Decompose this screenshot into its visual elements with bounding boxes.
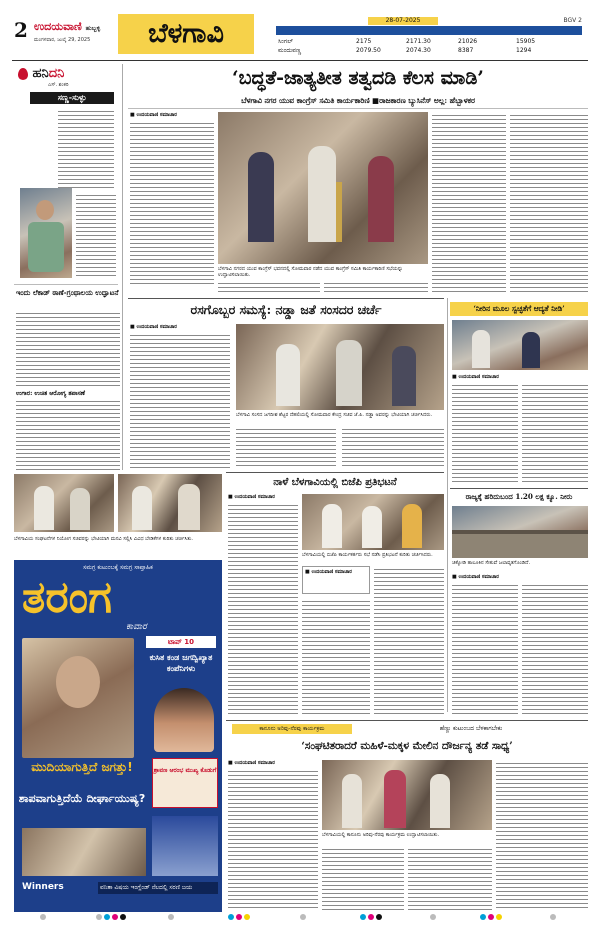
photo-person bbox=[342, 774, 362, 828]
bottom-col-4 bbox=[496, 760, 588, 910]
reg-dot bbox=[120, 914, 126, 920]
reg-dot bbox=[360, 914, 366, 920]
photo-person bbox=[308, 146, 336, 242]
fertilizer-col-3 bbox=[342, 426, 444, 468]
photo-lamp bbox=[336, 182, 342, 242]
photo-person bbox=[362, 506, 382, 548]
photo-person bbox=[336, 340, 362, 406]
reg-dot bbox=[236, 914, 242, 920]
main-bottom-rule bbox=[128, 298, 444, 299]
masthead-rule bbox=[12, 60, 588, 61]
photo-person bbox=[276, 344, 300, 406]
photo-person bbox=[392, 346, 416, 406]
reg-dot bbox=[244, 914, 250, 920]
ad-headline-2: ಶಾಪವಾಗುತ್ತಿದೆಯೆ ದೀರ್ಘಾಯುಷ್ಯ? bbox=[18, 792, 146, 805]
bjp-photo-caption: ಬೆಳಗಾವಿಯಲ್ಲಿ ಬಿಜೆಪಿ ಕಾರ್ಯಕರ್ತರು ಸಭೆ ನಡೆಸಿ ಪ್ರತಿಭಟನೆ ಕುರಿತು ಚರ್ಚಿಸಿದರು. bbox=[302, 552, 433, 558]
photo-person bbox=[132, 486, 152, 530]
water-byline: ■ ಉದಯವಾಣಿ ಸಮಾಚಾರ bbox=[452, 574, 499, 580]
left-story-text bbox=[16, 310, 120, 388]
market-cell: ಸಿಂಗಲ್ bbox=[278, 38, 293, 45]
left-story-subhead: ಉಗಾರ: ಉಚಿತ ಆರೋಗ್ಯ ತಪಾಸಣೆ bbox=[16, 390, 86, 397]
print-registration-marks bbox=[0, 914, 600, 926]
river-photo bbox=[452, 320, 588, 370]
ad-logo-sub: ಕಾವಾರ bbox=[126, 622, 147, 632]
market-table bbox=[258, 17, 582, 57]
market-cell: ಮಂದುವಣ್ಣ bbox=[278, 47, 302, 54]
bridge bbox=[452, 530, 588, 534]
bjp-photo bbox=[302, 494, 444, 550]
reg-dot bbox=[430, 914, 436, 920]
ad-side-box bbox=[152, 758, 218, 808]
photo-person bbox=[430, 774, 450, 828]
bottom-kicker-right: ಹೆಣ್ಣು ಕುಟುಂಬದ ಬೆಳಕಾಗಬೇಕು bbox=[439, 725, 503, 732]
main-col-1 bbox=[130, 120, 214, 286]
market-cell: 1294 bbox=[516, 47, 532, 54]
bjp-col-1 bbox=[228, 502, 298, 716]
water-col-2 bbox=[522, 582, 588, 716]
river-headline: ‘ನೀರಿನ ಮೂಲ ಸ್ವಚ್ಛತೆಗೆ ಆದ್ಯತೆ ನೀಡಿ’ bbox=[450, 302, 588, 316]
photo-person bbox=[472, 330, 490, 368]
ad-headline-1: ಮುದಿಯಾಗುತ್ತಿದೆ ಜಗತ್ತು! bbox=[31, 760, 133, 774]
river-byline: ■ ಉದಯವಾಣಿ ಸಮಾಚಾರ bbox=[452, 374, 499, 380]
elderly-face bbox=[56, 656, 100, 708]
photo-person bbox=[34, 486, 54, 530]
photo-person bbox=[368, 156, 394, 242]
strip-photo-caption: ಬೆಳಗಾವಿಯ ಸಂಘಟನೆಗಳ ನಿಯೋಗ ಸಚಿವರನ್ನು ಭೇಟಿಯಾಗಿ ಮನವಿ ಸಲ್ಲಿಸಿ ವಿವಿಧ ಬೇಡಿಕೆಗಳ ಕುರಿತು ಚರ್ಚಿಸಿತು. bbox=[14, 536, 193, 542]
fertilizer-photo-caption: ಬೆಳಗಾವಿ ಸಂಸದ ಜಗದೀಶ ಶೆಟ್ಟರ ದೆಹಲಿಯಲ್ಲಿ ಸೋಮವಾರ ಕೇಂದ್ರ ಸಚಿವ ಜೆ.ಪಿ. ನಡ್ಡಾ ಅವರನ್ನು ಭೇಟಿಯಾಗಿ ಚರ್ಚಿಸಿದರು. bbox=[236, 412, 433, 418]
ad-logo: ತರಂಗ bbox=[22, 572, 112, 623]
ad-cover-photo bbox=[22, 638, 134, 758]
bottom-byline: ■ ಉದಯವಾಣಿ ಸಮಾಚಾರ bbox=[228, 760, 275, 766]
bottom-col-1 bbox=[228, 768, 318, 910]
water-headline: ರಾಜ್ಯಕ್ಕೆ ಹರಿದುಬಂದ 1.20 ಲಕ್ಷ ಕ್ಯೂ. ನೀರು bbox=[465, 492, 573, 501]
reg-dot bbox=[96, 914, 102, 920]
ad-top-badge: ಟಾಪ್ 10 bbox=[146, 636, 216, 648]
strip-photo-2 bbox=[118, 474, 222, 532]
paper-name-text: ಉದಯವಾಣಿ bbox=[34, 20, 82, 33]
child-head bbox=[36, 200, 54, 220]
hanidani-text bbox=[58, 108, 114, 188]
main-byline: ■ ಉದಯವಾಣಿ ಸಮಾಚಾರ bbox=[130, 112, 177, 118]
ad-team-photo bbox=[152, 816, 218, 876]
bjp-top-rule bbox=[226, 472, 444, 473]
reg-dot bbox=[550, 914, 556, 920]
paper-name bbox=[34, 20, 100, 34]
strip-photo-1 bbox=[14, 474, 114, 532]
photo-person bbox=[322, 504, 342, 548]
fertilizer-photo bbox=[236, 324, 444, 410]
ad-elder-photo bbox=[22, 828, 146, 876]
child-body bbox=[28, 222, 64, 272]
left-story-headline: ಇಂದು ಲೆಕಾಡ್ ಠಾಣೆ-ಗ್ರಂಥಾಲಯ ಉದ್ಘಾಟನೆ bbox=[16, 288, 119, 297]
water-top-rule bbox=[450, 488, 588, 489]
main-subhead: ಬೆಳಗಾವಿ ನಗರ ಯುವ ಕಾಂಗ್ರೆಸ್ ಸಮಿತಿ ಕಾರ್ಯಕಾರಿಣಿ ■ರಾಜಕಾರಣ ಬ್ಯುಸಿನೆಸ್ ಅಲ್ಲ: ಹೆಬ್ಬಾಳಕರ bbox=[241, 96, 475, 105]
ad-top-text: ಕುಸಿತ ಕಂಡ ಜಗದ್ವಿಖ್ಯಾತ ಕಂಪೆನಿಗಳು bbox=[149, 653, 213, 673]
reg-dot bbox=[488, 914, 494, 920]
bjp-col-2 bbox=[302, 598, 370, 716]
logo-drop-icon bbox=[18, 68, 28, 80]
dateline: ಮಂಗಳವಾರ, ಜುಲೈ 29, 2025 bbox=[34, 37, 91, 43]
col-divider-left bbox=[122, 64, 123, 470]
market-header-bar bbox=[276, 26, 582, 35]
bottom-headline: ‘ಸಂಘಟಿತರಾದರೆ ಮಹಿಳೆ-ಮಕ್ಕಳ ಮೇಲಿನ ದೌರ್ಜನ್ಯ ತಡೆ ಸಾಧ್ಯ’ bbox=[301, 740, 513, 752]
hanidani-author: ಎಸ್. ಶಂಕರಿ bbox=[48, 82, 69, 88]
river-col-1 bbox=[452, 382, 518, 482]
paper-name-suffix: ಹುಬ್ಬಳ್ಳಿ bbox=[85, 25, 101, 32]
taranga-ad[interactable] bbox=[14, 560, 222, 912]
photo-person bbox=[402, 504, 422, 548]
reg-dot bbox=[368, 914, 374, 920]
reg-dot bbox=[480, 914, 486, 920]
main-col-5 bbox=[510, 112, 588, 294]
water-photo-caption: ಚಿಕ್ಕೋಡಿ ತಾಲೂಕಿನ ಸೇತುವೆ ಜಲಾವೃತಗೊಂಡಿದೆ. bbox=[452, 560, 531, 566]
main-photo-caption: ಬೆಳಗಾವಿ ನಗರದ ಯುವ ಕಾಂಗ್ರೆಸ್ ಭವನದಲ್ಲಿ ಸೋಮವಾರ ನಡೆದ ಯುವ ಕಾಂಗ್ರೆಸ್ ಸಮಿತಿ ಕಾರ್ಯಕಾರಿಣಿ ಸಭೆಯನ್ನು ಉದ್ಘಾಟಿಸಲಾಯಿತು. bbox=[218, 266, 403, 278]
photo-person bbox=[384, 770, 406, 828]
market-cell: 2074.30 bbox=[406, 47, 431, 54]
bjp-sub-byline: ■ ಉದಯವಾಣಿ ಸಮಾಚಾರ bbox=[305, 569, 352, 575]
section-title: ಬೆಳಗಾವಿ bbox=[118, 14, 254, 54]
col-divider-right bbox=[447, 298, 448, 712]
bjp-col-3 bbox=[374, 566, 444, 716]
market-date: 28-07-2025 bbox=[368, 17, 438, 25]
hanidani-poem bbox=[76, 192, 116, 278]
main-col-4 bbox=[432, 112, 506, 294]
water-col-1 bbox=[452, 582, 518, 716]
photo-person bbox=[178, 484, 200, 530]
reg-dot bbox=[300, 914, 306, 920]
ad-side-text: ಶ್ರಾವಣ ಆರಂಭ ಮುಖ್ಯ ಕೊಡುಗೆ bbox=[153, 767, 217, 774]
market-cell: 21026 bbox=[458, 38, 478, 45]
hanidani-photo bbox=[20, 188, 72, 278]
logo-dani: ದನಿ bbox=[48, 66, 65, 81]
photo-person bbox=[70, 488, 90, 530]
market-cell: 8387 bbox=[458, 47, 474, 54]
fertilizer-headline: ರಸಗೊಬ್ಬರ ಸಮಸ್ಯೆ: ನಡ್ಡಾ ಜತೆ ಸಂಸದರ ಚರ್ಚೆ bbox=[190, 302, 382, 317]
bottom-photo-caption: ಬೆಳಗಾವಿಯಲ್ಲಿ ಕಾನೂನು ಅರಿವು-ನೆರವು ಕಾರ್ಯಕ್ರಮ ಉದ್ಘಾಟಿಸಲಾಯಿತು. bbox=[322, 832, 440, 838]
bottom-kicker-left: ಕಾನೂನು ಅರಿವು-ನೆರವು ಕಾರ್ಯಕ್ರಮ bbox=[232, 724, 352, 734]
river-col-2 bbox=[522, 382, 588, 482]
bottom-col-2 bbox=[322, 846, 404, 910]
main-photo bbox=[218, 112, 428, 264]
ad-bottom-label: Winners bbox=[22, 882, 64, 892]
photo-person bbox=[248, 152, 274, 242]
photo-person bbox=[522, 332, 540, 368]
ad-bottom-text: ವನಿತಾ ವಿಷಯ ಇಂಗ್ಲೆಂಡ್ ನೆಲದಲ್ಲಿ ಸರಣಿ ಜಯ bbox=[98, 882, 218, 894]
market-cell: 15905 bbox=[516, 38, 536, 45]
bottom-photo bbox=[322, 760, 492, 830]
fertilizer-col-1 bbox=[130, 332, 230, 468]
market-cell: 2171.30 bbox=[406, 38, 431, 45]
market-cell: 2175 bbox=[356, 38, 372, 45]
reg-dot bbox=[496, 914, 502, 920]
main-headline: ‘ಬದ್ಧತೆ-ಜಾತ್ಯತೀತ ತತ್ವದಡಿ ಕೆಲಸ ಮಾಡಿ’ bbox=[232, 67, 484, 89]
bjp-sub-box bbox=[302, 566, 370, 594]
water-surface bbox=[452, 534, 588, 558]
ad-tagline: ಸಮಗ್ರ ಕುಟುಂಬಕ್ಕೆ ಸಮಗ್ರ ಸಾಪ್ತಾಹಿಕ bbox=[83, 564, 153, 571]
bjp-headline: ನಾಳೆ ಬೆಳಗಾವಿಯಲ್ಲಿ ಬಿಜೆಪಿ ಪ್ರತಿಭಟನೆ bbox=[273, 477, 397, 488]
reg-dot bbox=[376, 914, 382, 920]
page-number: 2 bbox=[14, 18, 28, 42]
page-code: BGV 2 bbox=[563, 17, 582, 24]
hanidani-title: ಸಣ್ಣ-ಸುಳ್ಳು bbox=[30, 92, 114, 104]
hanidani-logo bbox=[18, 66, 64, 81]
market-cell: 2079.50 bbox=[356, 47, 381, 54]
reg-dot bbox=[40, 914, 46, 920]
water-photo bbox=[452, 506, 588, 558]
bjp-byline: ■ ಉದಯವಾಣಿ ಸಮಾಚಾರ bbox=[228, 494, 275, 500]
left-rule-1 bbox=[14, 284, 118, 285]
reg-dot bbox=[168, 914, 174, 920]
fertilizer-col-2 bbox=[236, 426, 336, 468]
ad-woman-photo bbox=[154, 688, 214, 752]
bottom-section-rule bbox=[226, 720, 588, 721]
bottom-col-3 bbox=[408, 846, 492, 910]
logo-hani: ಹನಿ bbox=[32, 66, 49, 81]
fertilizer-byline: ■ ಉದಯವಾಣಿ ಸಮಾಚಾರ bbox=[130, 324, 177, 330]
left-story-text-2 bbox=[16, 398, 120, 470]
main-col-3 bbox=[324, 280, 428, 294]
main-subhead-rule bbox=[128, 108, 588, 109]
reg-dot bbox=[112, 914, 118, 920]
reg-dot bbox=[104, 914, 110, 920]
main-col-2 bbox=[218, 280, 320, 294]
reg-dot bbox=[228, 914, 234, 920]
